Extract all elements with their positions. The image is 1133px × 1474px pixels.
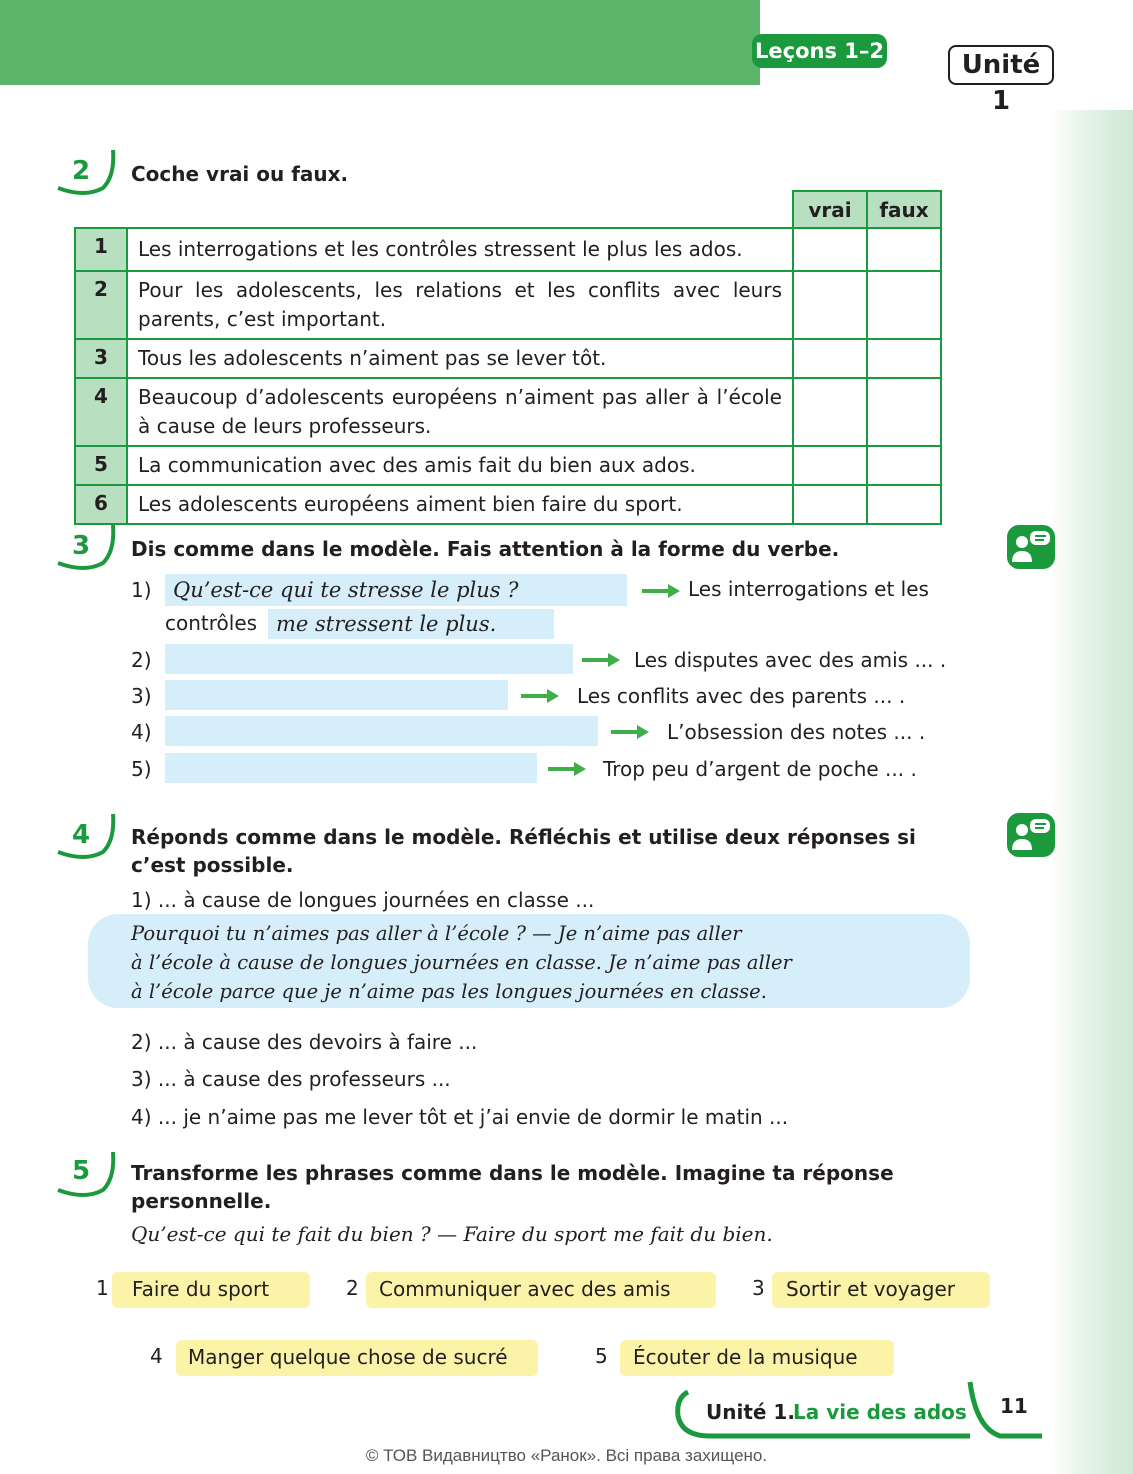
faux-checkbox[interactable] — [867, 228, 941, 271]
speech-pair-icon — [1006, 812, 1056, 858]
exercise-4-item: 3) ... à cause des professeurs ... — [131, 1067, 451, 1091]
vrai-checkbox[interactable] — [793, 446, 867, 485]
model-answer-line2: à l’école à cause de longues journées en classe. Je n’aime pas aller — [131, 951, 792, 974]
item-text: Trop peu d’argent de poche ... . — [603, 757, 917, 781]
exercise-5-instruction-line1: Transforme les phrases comme dans le modèle. Imagine ta réponse — [131, 1161, 894, 1185]
answer-blank[interactable] — [165, 644, 573, 674]
row-statement: Les adolescents européens aiment bien faire du sport. — [127, 485, 793, 524]
vrai-checkbox[interactable] — [793, 271, 867, 339]
vrai-checkbox[interactable] — [793, 339, 867, 378]
arrow-icon — [548, 762, 586, 776]
page-number: 11 — [1000, 1394, 1028, 1418]
item-number: 1) — [131, 578, 152, 602]
answer-blank[interactable] — [165, 680, 508, 710]
item-number: 5) — [131, 757, 152, 781]
item-number: 4) — [131, 720, 152, 744]
arrow-icon — [642, 584, 680, 598]
model-question: Qu’est-ce qui te stresse le plus ? — [165, 574, 627, 606]
copyright: © ТОВ Видавництво «Ранок». Всі права захищено. — [365, 1446, 768, 1465]
table-row — [75, 378, 941, 446]
answer-blank[interactable] — [165, 716, 598, 746]
row-number: 1 — [75, 228, 127, 271]
true-false-table — [74, 190, 942, 525]
table-row — [75, 271, 941, 339]
footer-unit: Unité 1. — [706, 1400, 795, 1424]
exercise-4-number: 4 — [72, 820, 91, 850]
exercise-4-item: 4) ... je n’aime pas me lever tôt et j’ai envie de dormir le matin ... — [131, 1105, 789, 1129]
footer-title: La vie des ados — [793, 1400, 967, 1424]
faux-checkbox[interactable] — [867, 485, 941, 524]
lessons-badge: Leçons 1–2 — [752, 34, 887, 68]
chip-text: Écouter de la musique — [633, 1345, 858, 1369]
header-band — [0, 0, 760, 85]
chip-text: Manger quelque chose de sucré — [188, 1345, 508, 1369]
table-row — [75, 485, 941, 524]
arrow-icon — [582, 653, 620, 667]
chip-number: 4 — [150, 1344, 163, 1368]
model-answer-part2: contrôles — [165, 611, 258, 635]
side-band — [1052, 110, 1133, 1474]
exercise-4-item: 2) ... à cause des devoirs à faire ... — [131, 1030, 478, 1054]
item-text: Les disputes avec des amis ... . — [634, 648, 947, 672]
model-answer-part3: me stressent le plus. — [268, 609, 554, 639]
model-answer-line1: Pourquoi tu n’aimes pas aller à l’école ? — Je n’aime pas aller — [131, 922, 742, 945]
col-faux: faux — [867, 191, 941, 228]
exercise-3-instruction: Dis comme dans le modèle. Fais attention à la forme du verbe. — [131, 537, 840, 561]
row-number: 5 — [75, 446, 127, 485]
chip-text: Communiquer avec des amis — [379, 1277, 671, 1301]
exercise-5-instruction-line2: personnelle. — [131, 1189, 272, 1213]
speech-pair-icon — [1006, 524, 1056, 570]
chip-text: Faire du sport — [132, 1277, 270, 1301]
chip-number: 2 — [346, 1276, 359, 1300]
arrow-icon — [611, 725, 649, 739]
faux-checkbox[interactable] — [867, 378, 941, 446]
vrai-checkbox[interactable] — [793, 228, 867, 271]
table-row — [75, 339, 941, 378]
row-statement: Pour les adolescents, les relations et les conflits avec leurs parents, c’est important. — [127, 271, 793, 339]
table-row — [75, 446, 941, 485]
row-number: 6 — [75, 485, 127, 524]
item-number: 2) — [131, 648, 152, 672]
unit-badge: Unité 1 — [948, 45, 1054, 85]
model-answer-part1: Les interrogations et les — [688, 577, 929, 601]
exercise-3-number: 3 — [72, 531, 91, 561]
chip-number: 3 — [752, 1276, 765, 1300]
item-number: 3) — [131, 684, 152, 708]
header-tabs — [700, 0, 1133, 140]
row-number: 3 — [75, 339, 127, 378]
faux-checkbox[interactable] — [867, 271, 941, 339]
row-statement: La communication avec des amis fait du bien aux ados. — [127, 446, 793, 485]
exercise-5-model: Qu’est-ce qui te fait du bien ? — Faire du sport me fait du bien. — [131, 1222, 773, 1246]
arrow-icon — [521, 689, 559, 703]
exercise-4-instruction-line2: c’est possible. — [131, 853, 294, 877]
faux-checkbox[interactable] — [867, 446, 941, 485]
exercise-4-item: 1) ... à cause de longues journées en classe ... — [131, 888, 595, 912]
exercise-4-instruction-line1: Réponds comme dans le modèle. Réfléchis et utilise deux réponses si — [131, 825, 916, 849]
vrai-checkbox[interactable] — [793, 485, 867, 524]
chip-number: 5 — [595, 1344, 608, 1368]
model-answer-line3: à l’école parce que je n’aime pas les longues journées en classe. — [131, 980, 767, 1003]
row-number: 2 — [75, 271, 127, 339]
chip-text: Sortir et voyager — [786, 1277, 956, 1301]
row-statement: Les interrogations et les contrôles stressent le plus les ados. — [127, 228, 793, 271]
faux-checkbox[interactable] — [867, 339, 941, 378]
row-statement: Beaucoup d’adolescents européens n’aiment pas aller à l’école à cause de leurs professeurs. — [127, 378, 793, 446]
chip-number: 1 — [96, 1276, 109, 1300]
answer-blank[interactable] — [165, 753, 537, 783]
table-row — [75, 228, 941, 271]
exercise-5-number: 5 — [72, 1156, 91, 1186]
vrai-checkbox[interactable] — [793, 378, 867, 446]
item-text: Les conflits avec des parents ... . — [577, 684, 906, 708]
col-vrai: vrai — [793, 191, 867, 228]
row-statement: Tous les adolescents n’aiment pas se lever tôt. — [127, 339, 793, 378]
exercise-2-instruction: Coche vrai ou faux. — [131, 162, 349, 186]
row-number: 4 — [75, 378, 127, 446]
item-text: L’obsession des notes ... . — [667, 720, 926, 744]
exercise-2-number: 2 — [72, 156, 91, 186]
